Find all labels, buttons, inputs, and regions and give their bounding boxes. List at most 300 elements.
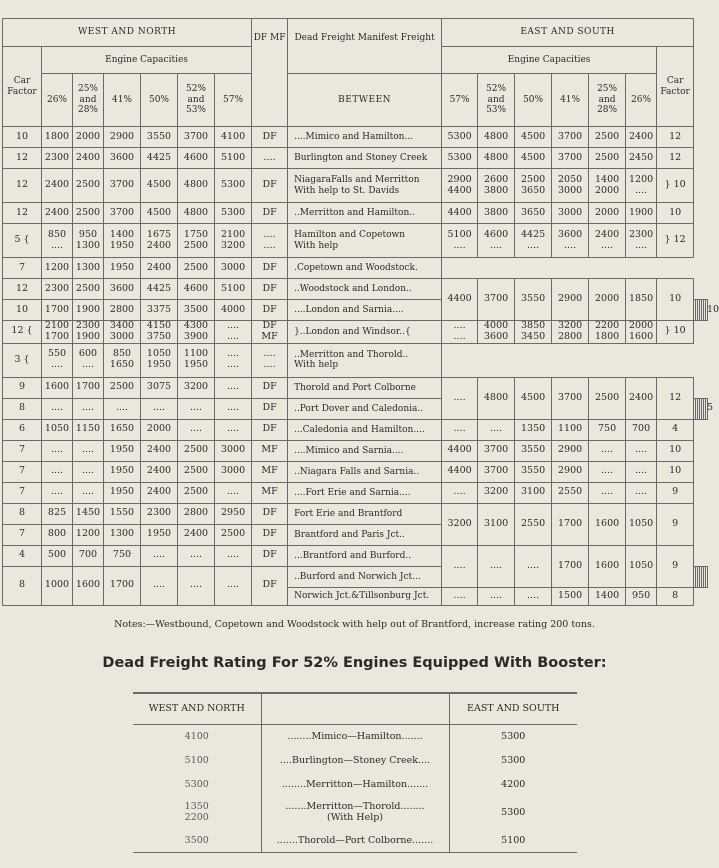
- car-factor-cell: 9: [3, 377, 42, 398]
- west-value-cell: 500: [42, 545, 73, 566]
- east-capacity-header: 26%: [626, 74, 657, 127]
- east-value-cell: 3850 3450: [515, 321, 552, 344]
- freight-type-cell: DF: [252, 169, 288, 203]
- west-value-cell: 3200: [178, 377, 215, 398]
- route-cell: ..Niagara Falls and Sarnia..: [288, 461, 442, 482]
- west-value-cell: ....: [104, 398, 141, 419]
- west-value-cell: ....: [178, 545, 215, 566]
- table-row: [3, 440, 708, 461]
- west-value-cell: 850 ....: [42, 224, 73, 258]
- west-value-cell: 1950: [141, 524, 178, 545]
- notes: Notes:—Westbound, Copetown and Woodstock with help out of Brantford, increase rating 200 tons.: [114, 619, 595, 630]
- west-value-cell: 2500: [178, 482, 215, 503]
- west-value-cell: 2500: [178, 440, 215, 461]
- freight-type-cell: DF MF: [252, 321, 288, 344]
- west-value-cell: 2000: [73, 127, 104, 148]
- booster-body: [133, 725, 577, 854]
- west-value-cell: 4150 3750: [141, 321, 178, 344]
- freight-rating-table: [2, 18, 719, 606]
- west-value-cell: .... ....: [215, 321, 252, 344]
- east-value-cell: ....: [442, 377, 478, 419]
- west-value-cell: 3550: [141, 127, 178, 148]
- west-value-cell: 1675 2400: [141, 224, 178, 258]
- east-car-factor-cell: 5: [705, 398, 707, 419]
- freight-type-cell: DF: [252, 398, 288, 419]
- east-value-cell: 3700: [552, 377, 589, 419]
- car-factor-cell: 5 {: [3, 224, 42, 258]
- route-cell: ....London and Sarnia....: [288, 300, 442, 321]
- route-cell: ..Burford and Norwich Jct...: [288, 566, 442, 587]
- car-factor-cell: 4: [3, 545, 42, 566]
- east-value-cell: ....: [442, 545, 478, 587]
- west-north-header: WEST AND NORTH: [3, 19, 252, 47]
- west-value-cell: 1050: [42, 419, 73, 440]
- west-value-cell: 1600: [73, 566, 104, 605]
- east-value-cell: 3800: [478, 203, 515, 224]
- east-value-cell: 2000: [589, 279, 626, 321]
- west-value-cell: 2400: [73, 148, 104, 169]
- route-cell: Fort Erie and Brantford: [288, 503, 442, 524]
- west-value-cell: 5100: [215, 148, 252, 169]
- east-value-cell: 4000 3600: [478, 321, 515, 344]
- west-capacity-header: 52% and 53%: [178, 74, 215, 127]
- east-value-cell: 2900 4400: [442, 169, 478, 203]
- west-value-cell: 2400: [42, 203, 73, 224]
- east-value-cell: 3000: [552, 203, 589, 224]
- car-factor-cell: 8: [3, 503, 42, 524]
- west-value-cell: 1950: [104, 461, 141, 482]
- freight-type-cell: MF: [252, 440, 288, 461]
- route-cell: ....Mimico and Sarnia....: [288, 440, 442, 461]
- east-value-cell: ....: [589, 482, 626, 503]
- table-row: [3, 321, 708, 344]
- west-value-cell: 3700: [104, 203, 141, 224]
- east-value-cell: 1400 2000: [589, 169, 626, 203]
- west-value-cell: 1550: [104, 503, 141, 524]
- car-factor-cell: 12 {: [3, 321, 42, 344]
- east-south-header: EAST AND SOUTH: [442, 19, 694, 47]
- route-cell: Norwich Jct.&Tillsonburg Jct.: [288, 587, 442, 605]
- engine-capacities-west: Engine Capacities: [42, 47, 252, 74]
- west-capacity-header: 41%: [104, 74, 141, 127]
- east-value-cell: 5300: [442, 148, 478, 169]
- west-value-cell: 2400: [178, 524, 215, 545]
- east-value-cell: 750: [589, 419, 626, 440]
- east-capacity-header: 52% and 53%: [478, 74, 515, 127]
- west-value-cell: 1450: [73, 503, 104, 524]
- east-value-cell: 1700: [552, 503, 589, 545]
- route-cell: ....Fort Erie and Sarnia....: [288, 482, 442, 503]
- east-value-cell: 2500 3650: [515, 169, 552, 203]
- east-value-cell: 2450: [626, 148, 657, 169]
- booster-row: [133, 797, 577, 829]
- west-value-cell: 4600: [178, 148, 215, 169]
- freight-type-cell: DF: [252, 203, 288, 224]
- east-value-cell: .... ....: [442, 321, 478, 344]
- east-value-cell: 3200 2800: [552, 321, 589, 344]
- booster-route-header: [261, 693, 449, 725]
- east-value-cell: 1500: [552, 587, 589, 605]
- east-car-factor-cell: 10: [657, 440, 694, 461]
- west-value-cell: 5300: [215, 203, 252, 224]
- booster-table: [133, 692, 577, 853]
- booster-west-value: 1350 2200: [184, 801, 209, 823]
- east-value-cell: 4400: [442, 279, 478, 321]
- west-value-cell: ....: [141, 398, 178, 419]
- east-car-factor-cell: 12: [657, 148, 694, 169]
- table-row: [3, 169, 708, 203]
- freight-type-cell: DF: [252, 300, 288, 321]
- east-car-factor-cell: } 10: [657, 321, 694, 344]
- west-value-cell: 3600: [104, 148, 141, 169]
- booster-row: [133, 725, 577, 750]
- west-value-cell: 2300 1900: [73, 321, 104, 344]
- west-value-cell: 1050 1950: [141, 343, 178, 377]
- west-capacity-header: 50%: [141, 74, 178, 127]
- west-value-cell: 3500: [178, 300, 215, 321]
- east-value-cell: 1600: [589, 545, 626, 587]
- east-car-factor-cell: 4: [657, 419, 694, 440]
- car-factor-cell: 7: [3, 482, 42, 503]
- car-factor-cell: 12: [3, 148, 42, 169]
- east-value-cell: ....: [478, 587, 515, 605]
- west-value-cell: 800: [42, 524, 73, 545]
- route-cell: ..Woodstock and London..: [288, 279, 442, 300]
- freight-type-cell: .... ....: [252, 224, 288, 258]
- booster-east-value: 5300: [501, 754, 526, 766]
- east-value-cell: ....: [478, 545, 515, 587]
- west-value-cell: 1800: [42, 127, 73, 148]
- west-value-cell: 825: [42, 503, 73, 524]
- east-value-cell: 2500: [589, 127, 626, 148]
- east-car-factor-cell: 12: [657, 127, 694, 148]
- car-factor-cell: 12: [3, 169, 42, 203]
- east-value-cell: 5300: [442, 127, 478, 148]
- west-value-cell: 700: [73, 545, 104, 566]
- booster-west-value: 5100: [184, 754, 209, 766]
- west-value-cell: ....: [141, 545, 178, 566]
- freight-type-cell: MF: [252, 482, 288, 503]
- east-value-cell: 1400: [589, 587, 626, 605]
- car-factor-cell: 8: [3, 566, 42, 605]
- west-value-cell: ....: [73, 482, 104, 503]
- west-value-cell: ....: [215, 545, 252, 566]
- west-value-cell: 2500: [104, 377, 141, 398]
- engine-capacities-east: Engine Capacities: [442, 47, 657, 74]
- car-factor-cell: 3 {: [3, 343, 42, 377]
- booster-west-value: 5300: [184, 778, 209, 790]
- car-factor-cell: 10: [3, 300, 42, 321]
- table-row: [3, 127, 708, 148]
- west-value-cell: 3700: [104, 169, 141, 203]
- table-row: [3, 461, 708, 482]
- east-value-cell: 1050: [626, 545, 657, 587]
- east-value-cell: ....: [442, 419, 478, 440]
- east-car-factor-cell: 8: [657, 587, 694, 605]
- booster-route: .......Merritton—Thorold........ (With Help): [261, 797, 449, 829]
- east-value-cell: 2000 1600: [626, 321, 657, 344]
- east-value-cell: 2550: [515, 503, 552, 545]
- east-value-cell: 2400: [626, 127, 657, 148]
- east-value-cell: ....: [515, 545, 552, 587]
- east-value-cell: ....: [626, 482, 657, 503]
- east-value-cell: 4400: [442, 440, 478, 461]
- west-value-cell: ....: [42, 440, 73, 461]
- freight-type-cell: DF: [252, 377, 288, 398]
- east-value-cell: 1100: [552, 419, 589, 440]
- booster-route: ........Mimico—Hamilton.......: [261, 725, 449, 750]
- car-factor-header-east: Car Factor: [657, 47, 694, 127]
- route-cell: ..Merritton and Hamilton..: [288, 203, 442, 224]
- booster-east-value: 4200: [501, 778, 526, 790]
- west-value-cell: 3000: [215, 461, 252, 482]
- east-value-cell: 1850: [626, 279, 657, 321]
- east-value-cell: 3550: [515, 461, 552, 482]
- table-row: [3, 224, 708, 258]
- east-value-cell: 2600 3800: [478, 169, 515, 203]
- east-value-cell: ....: [589, 440, 626, 461]
- east-car-factor-cell: 10: [657, 461, 694, 482]
- east-value-cell: 1900: [626, 203, 657, 224]
- west-value-cell: ....: [215, 419, 252, 440]
- east-value-cell: 3700: [552, 127, 589, 148]
- car-factor-cell: 7: [3, 461, 42, 482]
- route-cell: Brantford and Paris Jct..: [288, 524, 442, 545]
- east-car-factor-cell: 9: [657, 503, 694, 545]
- west-value-cell: 550 ....: [42, 343, 73, 377]
- east-value-cell: ....: [478, 419, 515, 440]
- route-cell: ..Merritton and Thorold.. With help: [288, 343, 442, 377]
- east-car-factor-cell: 10: [657, 279, 694, 321]
- east-value-cell: 3700: [478, 440, 515, 461]
- west-value-cell: 4425: [141, 148, 178, 169]
- west-value-cell: ....: [42, 461, 73, 482]
- west-value-cell: 2100 1700: [42, 321, 73, 344]
- west-value-cell: 5300: [215, 169, 252, 203]
- east-value-cell: 3550: [515, 279, 552, 321]
- east-value-cell: 4800: [478, 377, 515, 419]
- west-capacity-header: 25% and 28%: [73, 74, 104, 127]
- freight-type-cell: DF: [252, 503, 288, 524]
- west-value-cell: 3400 3000: [104, 321, 141, 344]
- east-value-cell: 2050 3000: [552, 169, 589, 203]
- west-value-cell: 750: [104, 545, 141, 566]
- west-value-cell: 2000: [141, 419, 178, 440]
- west-capacity-header: 57%: [215, 74, 252, 127]
- car-factor-cell: 6: [3, 419, 42, 440]
- west-value-cell: ....: [215, 398, 252, 419]
- east-value-cell: 700: [626, 419, 657, 440]
- route-cell: ....Mimico and Hamilton...: [288, 127, 442, 148]
- west-value-cell: 2400: [141, 461, 178, 482]
- car-factor-cell: 12: [3, 279, 42, 300]
- east-value-cell: 950: [626, 587, 657, 605]
- table-row: [3, 343, 708, 377]
- west-value-cell: 4600: [178, 279, 215, 300]
- west-value-cell: 950 1300: [73, 224, 104, 258]
- west-value-cell: 2500: [178, 461, 215, 482]
- west-value-cell: 3075: [141, 377, 178, 398]
- west-value-cell: 1150: [73, 419, 104, 440]
- freight-type-cell: DF: [252, 279, 288, 300]
- west-value-cell: ....: [42, 398, 73, 419]
- west-value-cell: 2500: [73, 203, 104, 224]
- east-value-cell: 4425 ....: [515, 224, 552, 258]
- east-value-cell: 2400 ....: [589, 224, 626, 258]
- booster-row: [133, 773, 577, 797]
- east-value-cell: 2500: [589, 148, 626, 169]
- west-value-cell: 2500: [215, 524, 252, 545]
- west-value-cell: 2400: [42, 169, 73, 203]
- east-value-cell: 3700: [478, 279, 515, 321]
- east-value-cell: 4400: [442, 461, 478, 482]
- east-value-cell: 4800: [478, 127, 515, 148]
- west-value-cell: 4000: [215, 300, 252, 321]
- east-value-cell: ....: [589, 461, 626, 482]
- west-value-cell: 2400: [141, 440, 178, 461]
- east-value-cell: 5100 ....: [442, 224, 478, 258]
- east-car-factor-cell: 10: [705, 300, 707, 321]
- route-cell: Burlington and Stoney Creek: [288, 148, 442, 169]
- west-value-cell: 1950: [104, 482, 141, 503]
- west-value-cell: ....: [178, 398, 215, 419]
- freight-type-cell: DF: [252, 419, 288, 440]
- west-value-cell: 3600: [104, 279, 141, 300]
- booster-east-value: 5300: [501, 806, 526, 818]
- east-car-factor-cell: [705, 566, 707, 587]
- freight-type-cell: DF: [252, 127, 288, 148]
- route-cell: ..Port Dover and Caledonia..: [288, 398, 442, 419]
- west-value-cell: 4500: [141, 169, 178, 203]
- west-value-cell: 1700: [42, 300, 73, 321]
- east-value-cell: 1700: [552, 545, 589, 587]
- booster-west-north-header: WEST AND NORTH: [133, 693, 261, 725]
- route-cell: ...Caledonia and Hamilton....: [288, 419, 442, 440]
- between-header: BETWEEN: [288, 74, 442, 127]
- west-value-cell: 1000: [42, 566, 73, 605]
- west-value-cell: 1600: [42, 377, 73, 398]
- west-value-cell: ....: [73, 398, 104, 419]
- east-value-cell: ....: [442, 587, 478, 605]
- east-value-cell: 1050: [626, 503, 657, 545]
- table-row: [3, 279, 708, 300]
- east-value-cell: 4500: [515, 127, 552, 148]
- west-value-cell: 2300: [42, 148, 73, 169]
- west-value-cell: 2100 3200: [215, 224, 252, 258]
- booster-east-south-header: EAST AND SOUTH: [449, 693, 577, 725]
- east-value-cell: 3200: [442, 503, 478, 545]
- east-value-cell: ....: [515, 587, 552, 605]
- east-car-factor-cell: 12: [657, 377, 694, 419]
- table-row: [3, 203, 708, 224]
- east-value-cell: 3650: [515, 203, 552, 224]
- west-value-cell: 3375: [141, 300, 178, 321]
- east-value-cell: ....: [626, 440, 657, 461]
- west-value-cell: 2400: [141, 482, 178, 503]
- east-value-cell: 4800: [478, 148, 515, 169]
- car-factor-cell: 12: [3, 203, 42, 224]
- west-value-cell: 4800: [178, 203, 215, 224]
- west-value-cell: 850 1650: [104, 343, 141, 377]
- west-value-cell: 2900: [104, 127, 141, 148]
- west-value-cell: 2500: [178, 258, 215, 279]
- west-value-cell: 1700: [73, 377, 104, 398]
- east-value-cell: 4500: [515, 377, 552, 419]
- table-row: [3, 545, 708, 566]
- east-car-factor-cell: } 10: [657, 169, 694, 203]
- booster-west-value: 3500: [184, 834, 209, 846]
- freight-type-cell: DF: [252, 545, 288, 566]
- west-value-cell: ....: [178, 566, 215, 605]
- booster-east-value: 5100: [501, 834, 526, 846]
- west-value-cell: 2300: [141, 503, 178, 524]
- east-value-cell: 2000: [589, 203, 626, 224]
- west-value-cell: 600 ....: [73, 343, 104, 377]
- df-mf-header: DF MF: [252, 19, 288, 127]
- west-value-cell: 1100 1950: [178, 343, 215, 377]
- west-value-cell: ....: [73, 461, 104, 482]
- west-value-cell: 1650: [104, 419, 141, 440]
- car-factor-cell: 10: [3, 127, 42, 148]
- west-value-cell: 2950: [215, 503, 252, 524]
- table-row: [3, 419, 708, 440]
- dead-freight-header: Dead Freight Manifest Freight: [288, 19, 442, 74]
- east-capacity-header: 50%: [515, 74, 552, 127]
- west-value-cell: ....: [215, 482, 252, 503]
- west-capacity-header: 26%: [42, 74, 73, 127]
- capacity-header-row: [3, 74, 708, 127]
- route-cell: NiagaraFalls and Merritton With help to St. Davids: [288, 169, 442, 203]
- freight-type-cell: .... ....: [252, 343, 288, 377]
- east-capacity-header: 25% and 28%: [589, 74, 626, 127]
- car-factor-cell: 7: [3, 258, 42, 279]
- east-value-cell: 2900: [552, 440, 589, 461]
- west-value-cell: 2800: [178, 503, 215, 524]
- west-value-cell: 2500: [73, 279, 104, 300]
- west-value-cell: ....: [215, 566, 252, 605]
- east-value-cell: 3100: [478, 503, 515, 545]
- west-value-cell: 2500: [73, 169, 104, 203]
- route-cell: ...Brantford and Burford..: [288, 545, 442, 566]
- west-value-cell: ....: [73, 440, 104, 461]
- car-factor-cell: 7: [3, 440, 42, 461]
- freight-type-cell: DF: [252, 524, 288, 545]
- east-value-cell: 1350: [515, 419, 552, 440]
- booster-row: [133, 749, 577, 773]
- east-value-cell: 1600: [589, 503, 626, 545]
- booster-bottom-rule: [133, 852, 577, 853]
- route-cell: .Copetown and Woodstock.: [288, 258, 442, 279]
- west-value-cell: 1750 2500: [178, 224, 215, 258]
- west-value-cell: 2800: [104, 300, 141, 321]
- booster-route: ....Burlington—Stoney Creek....: [261, 749, 449, 773]
- west-value-cell: 1300: [104, 524, 141, 545]
- route-cell: Hamilton and Copetown With help: [288, 224, 442, 258]
- booster-title: Dead Freight Rating For 52% Engines Equipped With Booster:: [102, 655, 607, 671]
- route-cell: Thorold and Port Colborne: [288, 377, 442, 398]
- west-value-cell: 3000: [215, 258, 252, 279]
- east-value-cell: 2550: [552, 482, 589, 503]
- car-factor-cell: 7: [3, 524, 42, 545]
- east-value-cell: 2300 ....: [626, 224, 657, 258]
- west-value-cell: 1400 1950: [104, 224, 141, 258]
- east-value-cell: 3600 ....: [552, 224, 589, 258]
- west-value-cell: 4300 3900: [178, 321, 215, 344]
- west-value-cell: ....: [141, 566, 178, 605]
- table-row: [3, 148, 708, 169]
- east-value-cell: 2400: [626, 377, 657, 419]
- east-car-factor-cell: 10: [657, 203, 694, 224]
